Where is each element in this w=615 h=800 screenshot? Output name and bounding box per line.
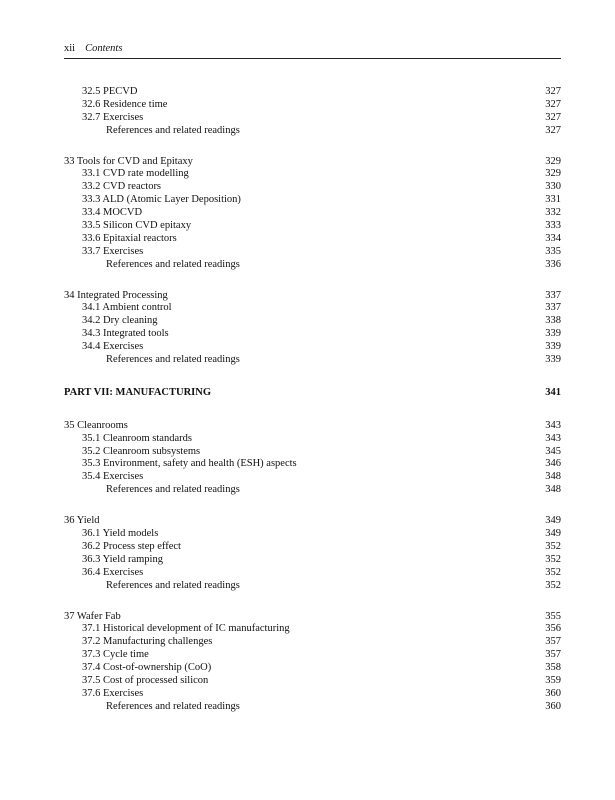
- toc-entry[interactable]: [64, 649, 561, 662]
- toc-entry[interactable]: [64, 328, 561, 341]
- entry-page: 355: [545, 610, 561, 622]
- entry-title: 37.3 Cycle time: [82, 649, 149, 661]
- entry-title: References and related readings: [106, 124, 240, 136]
- entry-page: 348: [545, 471, 561, 483]
- entry-title: 34.4 Exercises: [82, 341, 144, 353]
- running-header: [64, 42, 561, 59]
- entry-title: 33.3 ALD (Atomic Layer Deposition): [82, 194, 241, 206]
- section-gap: [64, 593, 561, 611]
- entry-title: References and related readings: [106, 354, 240, 366]
- entry-title: 35.3 Environment, safety and health (ESH) aspects: [82, 458, 297, 470]
- entry-title: 37.2 Manufacturing challenges: [82, 636, 213, 648]
- toc-entry[interactable]: [64, 688, 561, 701]
- entry-title: 32.5 PECVD: [82, 86, 138, 97]
- entry-title: 32.7 Exercises: [82, 111, 144, 123]
- entry-page: 357: [545, 636, 561, 648]
- entry-page: 356: [545, 623, 561, 635]
- entry-title: 33.6 Epitaxial reactors: [82, 232, 177, 244]
- entry-page: 327: [545, 124, 561, 136]
- toc-entry[interactable]: [64, 354, 561, 367]
- entry-page: 339: [545, 341, 561, 353]
- entry-page: 352: [545, 553, 561, 565]
- toc-entry[interactable]: [64, 233, 561, 246]
- page-number: xii: [64, 43, 76, 54]
- entry-page: 327: [545, 98, 561, 110]
- toc-entry[interactable]: [64, 86, 561, 99]
- toc-entry[interactable]: [64, 433, 561, 446]
- toc-entry[interactable]: [64, 458, 561, 471]
- entry-page: 345: [545, 445, 561, 457]
- toc-entry[interactable]: [64, 623, 561, 636]
- entry-title: 33.1 CVD rate modelling: [82, 168, 189, 180]
- entry-title: 36 Yield: [64, 515, 100, 527]
- toc-entry[interactable]: [64, 99, 561, 112]
- entry-title: References and related readings: [106, 700, 240, 712]
- entry-title: 32.6 Residence time: [82, 98, 168, 110]
- entry-title: 37.1 Historical development of IC manufacturing: [82, 623, 290, 635]
- toc-entry[interactable]: [64, 125, 561, 138]
- toc-entry[interactable]: [64, 636, 561, 649]
- entry-page: 348: [545, 484, 561, 496]
- toc-entry[interactable]: [64, 302, 561, 315]
- toc-entry[interactable]: [64, 567, 561, 580]
- toc-entry[interactable]: [64, 259, 561, 272]
- entry-page: 349: [545, 528, 561, 540]
- section-gap: [64, 367, 561, 387]
- entry-page: 352: [545, 566, 561, 578]
- entry-page: 339: [545, 328, 561, 340]
- entry-page: 358: [545, 662, 561, 674]
- entry-page: 334: [545, 232, 561, 244]
- entry-title: 33 Tools for CVD and Epitaxy: [64, 155, 193, 167]
- part-heading[interactable]: [64, 387, 561, 400]
- entry-title: 35.1 Cleanroom standards: [82, 432, 192, 444]
- toc-entry[interactable]: [64, 207, 561, 220]
- toc-entry[interactable]: [64, 528, 561, 541]
- toc-entry[interactable]: [64, 181, 561, 194]
- entry-page: 329: [545, 155, 561, 167]
- entry-title: 36.1 Yield models: [82, 528, 159, 540]
- entry-title: References and related readings: [106, 579, 240, 591]
- entry-title: 34.1 Ambient control: [82, 302, 172, 314]
- entry-page: 360: [545, 687, 561, 699]
- chapter-entry[interactable]: [64, 611, 561, 624]
- entry-title: References and related readings: [106, 484, 240, 496]
- entry-page: 335: [545, 245, 561, 257]
- toc-entry[interactable]: [64, 554, 561, 567]
- chapter-entry[interactable]: [64, 290, 561, 303]
- entry-title: 34.3 Integrated tools: [82, 328, 169, 340]
- section-gap: [64, 400, 561, 420]
- entry-title: 37 Wafer Fab: [64, 610, 121, 622]
- entry-page: 333: [545, 220, 561, 232]
- entry-page: 336: [545, 258, 561, 270]
- toc-entry[interactable]: [64, 315, 561, 328]
- toc-entry[interactable]: [64, 675, 561, 688]
- chapter-entry[interactable]: [64, 420, 561, 433]
- entry-title: 35 Cleanrooms: [64, 419, 128, 431]
- section-gap: [64, 138, 561, 156]
- entry-title: PART VII: MANUFACTURING: [64, 386, 212, 398]
- toc-entry[interactable]: [64, 112, 561, 125]
- entry-title: 33.2 CVD reactors: [82, 181, 162, 193]
- entry-page: 346: [545, 458, 561, 470]
- entry-page: 349: [545, 515, 561, 527]
- toc-entry[interactable]: [64, 701, 561, 714]
- entry-title: References and related readings: [106, 258, 240, 270]
- toc-entry[interactable]: [64, 541, 561, 554]
- entry-title: 37.5 Cost of processed silicon: [82, 674, 209, 686]
- entry-title: 37.4 Cost-of-ownership (CoO): [82, 662, 212, 674]
- chapter-entry[interactable]: [64, 515, 561, 528]
- toc-entry[interactable]: [64, 341, 561, 354]
- entry-page: 339: [545, 354, 561, 366]
- entry-page: 337: [545, 302, 561, 314]
- entry-title: 36.3 Yield ramping: [82, 553, 163, 565]
- entry-title: 33.4 MOCVD: [82, 207, 143, 219]
- entry-title: 35.4 Exercises: [82, 471, 144, 483]
- entry-title: 35.2 Cleanroom subsystems: [82, 445, 201, 457]
- entry-page: 327: [545, 111, 561, 123]
- entry-page: 352: [545, 579, 561, 591]
- entry-page: 341: [545, 386, 561, 398]
- entry-page: 330: [545, 181, 561, 193]
- toc-entry[interactable]: [64, 446, 561, 459]
- table-of-contents: [64, 86, 561, 714]
- entry-title: 34.2 Dry cleaning: [82, 315, 158, 327]
- toc-entry[interactable]: [64, 168, 561, 181]
- entry-title: 33.7 Exercises: [82, 245, 144, 257]
- toc-entry[interactable]: [64, 220, 561, 233]
- entry-page: 337: [545, 289, 561, 301]
- entry-page: 352: [545, 540, 561, 552]
- entry-page: 357: [545, 649, 561, 661]
- entry-title: 37.6 Exercises: [82, 687, 144, 699]
- section-gap: [64, 272, 561, 290]
- entry-page: 331: [545, 194, 561, 206]
- toc-entry[interactable]: [64, 246, 561, 259]
- entry-page: 359: [545, 674, 561, 686]
- running-title: Contents: [85, 43, 123, 54]
- toc-entry[interactable]: [64, 194, 561, 207]
- section-gap: [64, 497, 561, 515]
- toc-entry[interactable]: [64, 484, 561, 497]
- entry-title: 34 Integrated Processing: [64, 289, 168, 301]
- entry-title: 36.2 Process step effect: [82, 540, 181, 552]
- entry-page: 338: [545, 315, 561, 327]
- entry-title: 36.4 Exercises: [82, 566, 144, 578]
- entry-page: 343: [545, 419, 561, 431]
- entry-title: 33.5 Silicon CVD epitaxy: [82, 220, 192, 232]
- entry-page: 329: [545, 168, 561, 180]
- entry-page: 332: [545, 207, 561, 219]
- entry-page: 327: [545, 86, 561, 97]
- entry-page: 343: [545, 432, 561, 444]
- toc-entry[interactable]: [64, 471, 561, 484]
- toc-entry[interactable]: [64, 662, 561, 675]
- toc-entry[interactable]: [64, 580, 561, 593]
- chapter-entry[interactable]: [64, 156, 561, 169]
- entry-page: 360: [545, 700, 561, 712]
